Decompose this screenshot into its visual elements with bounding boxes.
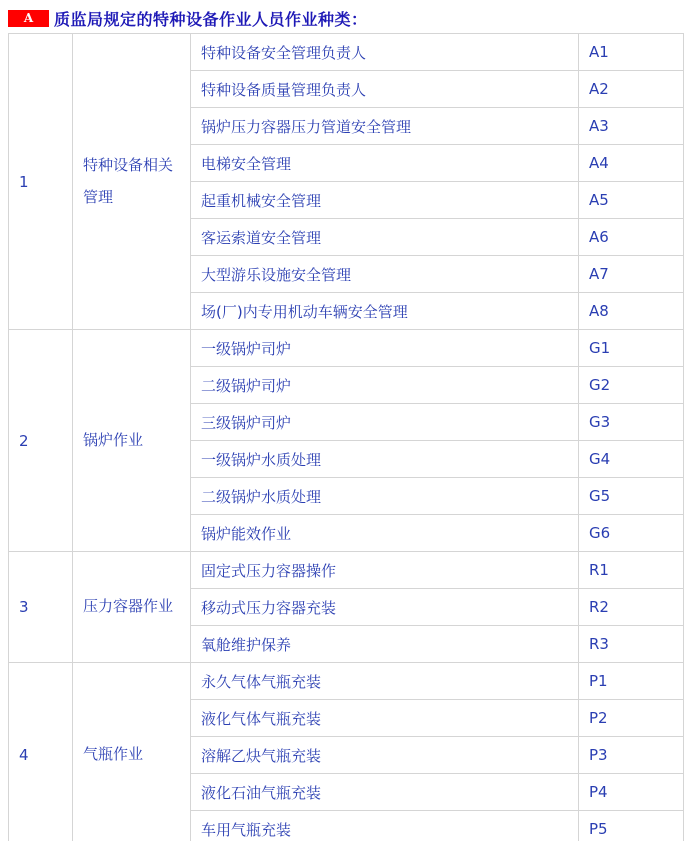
row-number-cell: 4 [9,663,73,841]
job-title-cell: 二级锅炉司炉 [191,367,579,404]
code-cell: P5 [579,811,684,841]
job-title-cell: 氧舱维护保养 [191,626,579,663]
code-cell: A7 [579,256,684,293]
personnel-table-body [9,34,684,841]
code-cell: G4 [579,441,684,478]
job-title-cell: 二级锅炉水质处理 [191,478,579,515]
job-title-cell: 固定式压力容器操作 [191,552,579,589]
code-cell: G1 [579,330,684,367]
job-title-cell: 溶解乙炔气瓶充装 [191,737,579,774]
job-title-cell: 液化气体气瓶充装 [191,700,579,737]
code-cell: R3 [579,626,684,663]
code-cell: P3 [579,737,684,774]
code-cell: G2 [579,367,684,404]
code-cell: P1 [579,663,684,700]
job-title-cell: 场(厂)内专用机动车辆安全管理 [191,293,579,330]
job-title-cell: 移动式压力容器充装 [191,589,579,626]
job-title-cell: 客运索道安全管理 [191,219,579,256]
code-cell: G6 [579,515,684,552]
job-title-cell: 大型游乐设施安全管理 [191,256,579,293]
category-cell: 气瓶作业 [73,663,191,841]
job-title-cell: 起重机械安全管理 [191,182,579,219]
code-cell: R1 [579,552,684,589]
job-title-cell: 液化石油气瓶充装 [191,774,579,811]
code-cell: G5 [579,478,684,515]
code-cell: A5 [579,182,684,219]
row-number-cell: 2 [9,330,73,552]
category-cell: 锅炉作业 [73,330,191,552]
job-title-cell: 特种设备质量管理负责人 [191,71,579,108]
job-title-cell: 永久气体气瓶充装 [191,663,579,700]
section-marker-badge: A [8,10,49,27]
table-row [9,552,684,589]
job-title-cell: 车用气瓶充装 [191,811,579,841]
table-row [9,34,684,71]
code-cell: A2 [579,71,684,108]
code-cell: A4 [579,145,684,182]
job-title-cell: 一级锅炉司炉 [191,330,579,367]
job-title-cell: 特种设备安全管理负责人 [191,34,579,71]
table-row [9,330,684,367]
code-cell: G3 [579,404,684,441]
code-cell: P4 [579,774,684,811]
personnel-category-table [8,33,684,841]
row-number-cell: 3 [9,552,73,663]
code-cell: A6 [579,219,684,256]
code-cell: A8 [579,293,684,330]
page-title: 质监局规定的特种设备作业人员作业种类： [54,10,368,29]
table-row [9,663,684,700]
job-title-cell: 一级锅炉水质处理 [191,441,579,478]
row-number-cell: 1 [9,34,73,330]
category-cell: 压力容器作业 [73,552,191,663]
page-header [8,7,368,30]
code-cell: R2 [579,589,684,626]
job-title-cell: 三级锅炉司炉 [191,404,579,441]
code-cell: P2 [579,700,684,737]
job-title-cell: 电梯安全管理 [191,145,579,182]
job-title-cell: 锅炉能效作业 [191,515,579,552]
job-title-cell: 锅炉压力容器压力管道安全管理 [191,108,579,145]
category-cell: 特种设备相关管理 [73,34,191,330]
code-cell: A1 [579,34,684,71]
code-cell: A3 [579,108,684,145]
